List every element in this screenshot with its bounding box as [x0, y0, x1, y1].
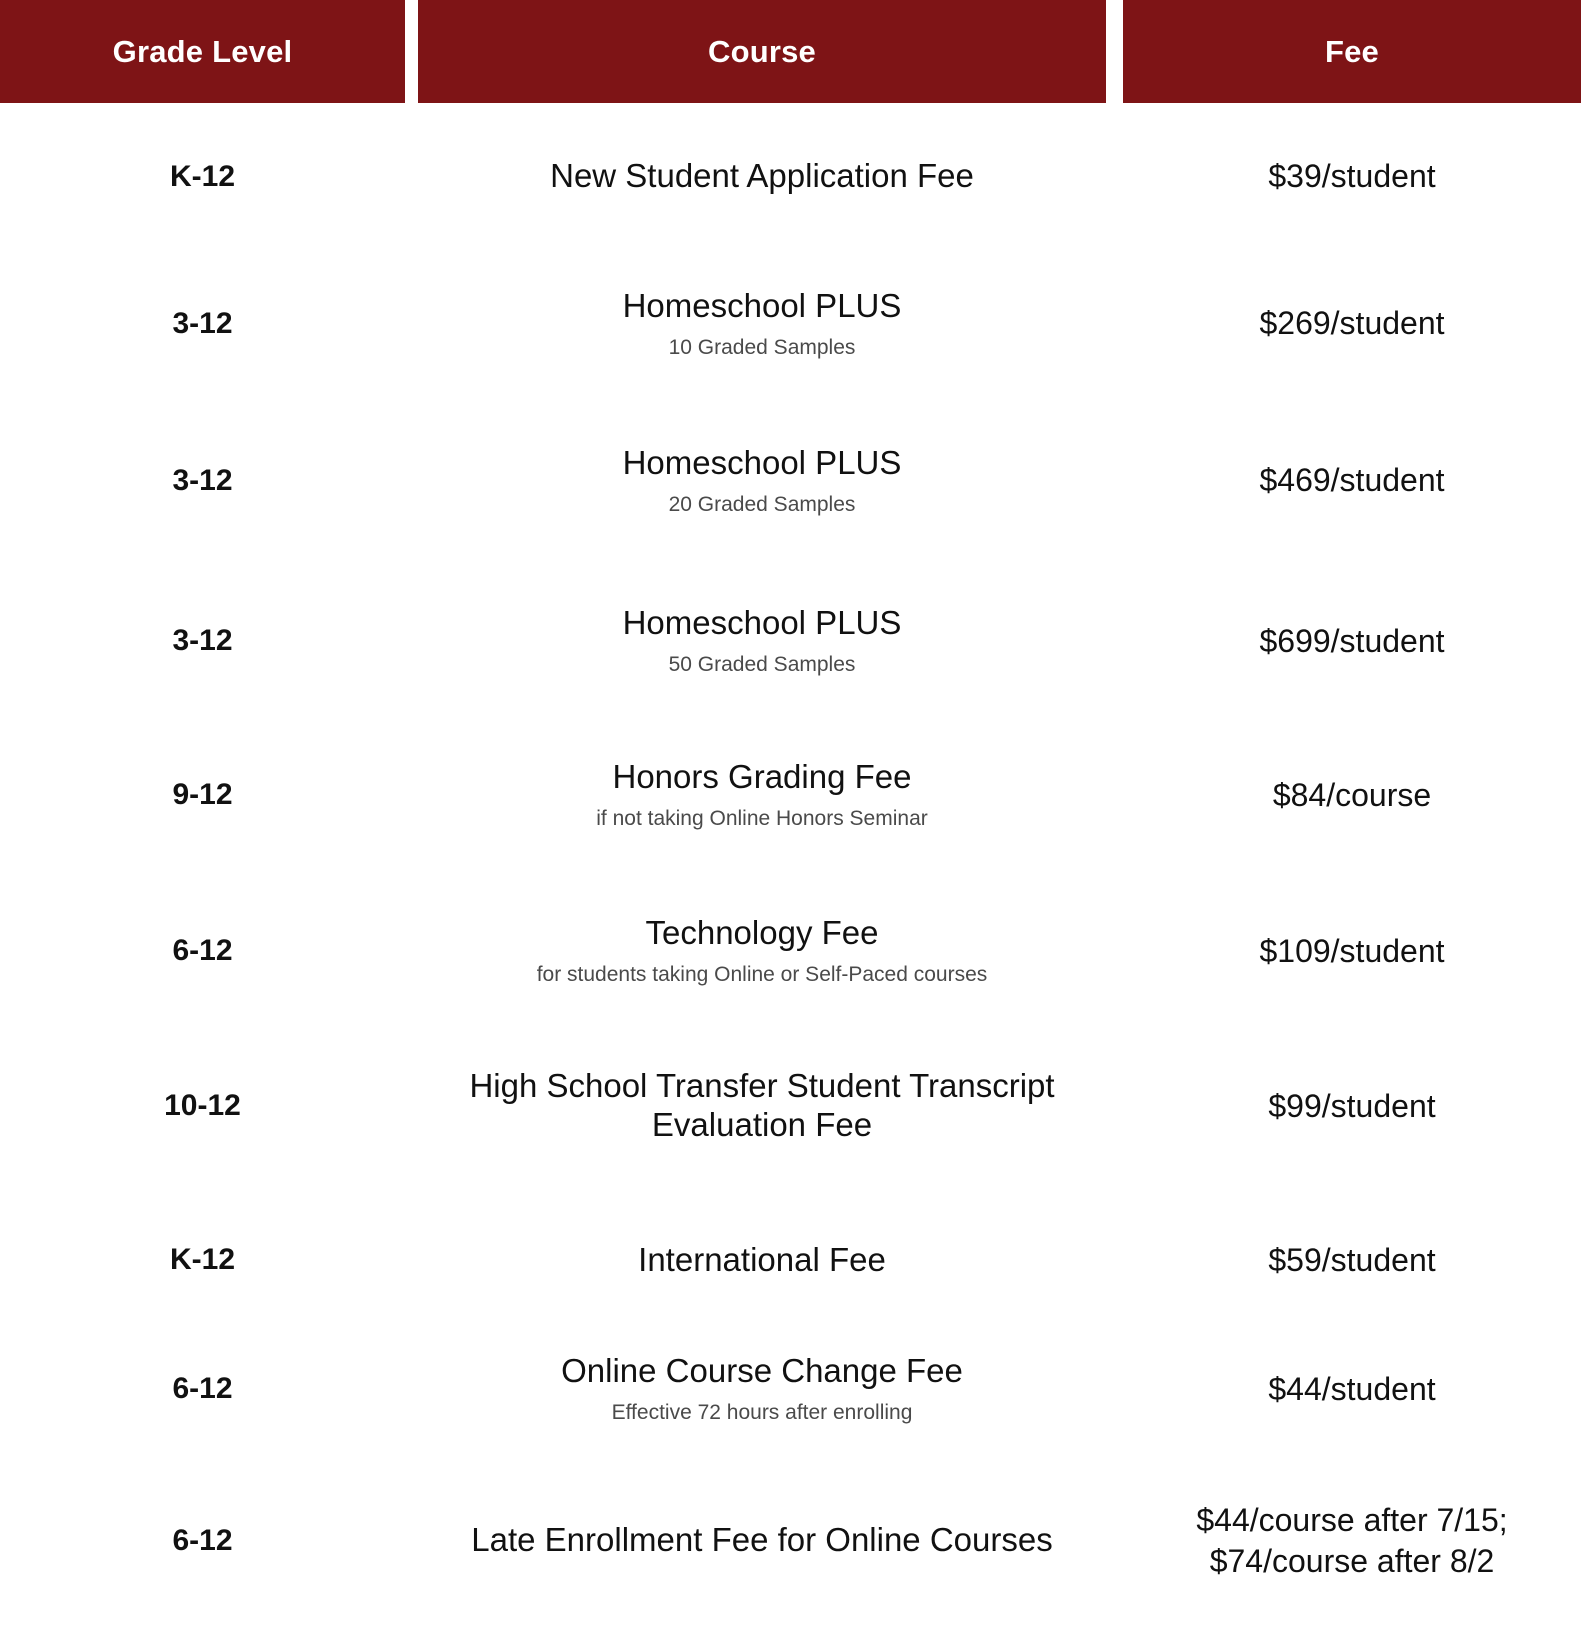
row-gap: [405, 103, 418, 250]
cell-fee: [1123, 103, 1581, 250]
row-gap: [1106, 564, 1123, 718]
row-gap: [1106, 397, 1123, 564]
cell-fee: [1123, 1440, 1581, 1641]
course-title: Online Course Change Fee: [561, 1352, 963, 1390]
cell-course: [418, 1440, 1106, 1641]
cell-grade-level: 10-12: [164, 1089, 241, 1122]
cell-fee: [1123, 564, 1581, 718]
course-title: Honors Grading Fee: [612, 758, 912, 796]
fee-amount-secondary: $74/course after 8/2: [1209, 1542, 1495, 1579]
cell-course: [418, 1338, 1106, 1440]
row-gap: [405, 718, 418, 872]
course-title: Homeschool PLUS: [622, 604, 902, 642]
cell-grade-level: 6-12: [172, 1523, 233, 1557]
fee-amount: $469/student: [1259, 462, 1445, 499]
cell-fee: [1123, 1338, 1581, 1440]
cell-course: [418, 564, 1106, 718]
cell-course: [418, 872, 1106, 1030]
cell-fee: [1123, 1030, 1581, 1182]
row-gap: [1106, 250, 1123, 397]
row-gap: [1106, 1440, 1123, 1641]
row-gap: [1106, 103, 1123, 250]
course-note: for students taking Online or Self-Paced courses: [536, 963, 988, 987]
cell-grade-level: 3-12: [172, 463, 233, 497]
cell-grade-level: 3-12: [172, 306, 233, 340]
course-title: Technology Fee: [645, 914, 879, 952]
fee-amount: $44/course after 7/15;: [1196, 1501, 1508, 1538]
cell-grade-level: 9-12: [172, 778, 233, 811]
row-gap: [1106, 872, 1123, 1030]
cell-course: [418, 1030, 1106, 1182]
course-note: 50 Graded Samples: [668, 653, 856, 677]
cell-course: [418, 250, 1106, 397]
course-note: if not taking Online Honors Seminar: [596, 807, 928, 831]
row-gap: [1106, 718, 1123, 872]
cell-course: [418, 718, 1106, 872]
row-gap: [405, 1440, 418, 1641]
fee-amount: $44/student: [1268, 1370, 1436, 1407]
row-gap: [405, 1182, 418, 1338]
fee-amount: $84/course: [1272, 776, 1432, 813]
row-gap: [405, 250, 418, 397]
row-gap: [405, 1030, 418, 1182]
fee-amount: $99/student: [1268, 1087, 1436, 1124]
row-gap: [1106, 1030, 1123, 1182]
fee-amount: $269/student: [1259, 305, 1445, 342]
fee-amount: $699/student: [1259, 622, 1445, 659]
course-title: Homeschool PLUS: [622, 286, 902, 324]
course-note: 20 Graded Samples: [668, 492, 856, 516]
row-gap: [405, 1338, 418, 1440]
cell-grade-level: 6-12: [172, 934, 233, 967]
course-note: 10 Graded Samples: [668, 335, 856, 359]
cell-fee: [1123, 1182, 1581, 1338]
column-gap-2: [1106, 0, 1123, 103]
column-header-course: Course: [418, 0, 1106, 103]
cell-fee: [1123, 397, 1581, 564]
fee-amount: $39/student: [1268, 158, 1436, 195]
cell-course: [418, 103, 1106, 250]
column-header-fee: Fee: [1123, 0, 1581, 103]
row-gap: [1106, 1338, 1123, 1440]
cell-fee: [1123, 872, 1581, 1030]
row-gap: [405, 397, 418, 564]
course-note: Effective 72 hours after enrolling: [611, 1401, 913, 1425]
fee-amount: $109/student: [1259, 932, 1445, 969]
cell-grade-level: K-12: [169, 159, 236, 193]
column-header-grade-level: Grade Level: [0, 0, 405, 103]
course-title: High School Transfer Student Transcript Evaluation Fee: [469, 1067, 1055, 1143]
fee-amount: $59/student: [1268, 1241, 1436, 1278]
course-title: Late Enrollment Fee for Online Courses: [471, 1521, 1053, 1559]
cell-grade-level: K-12: [169, 1243, 236, 1276]
row-gap: [405, 872, 418, 1030]
cell-fee: [1123, 250, 1581, 397]
course-title: New Student Application Fee: [550, 157, 974, 195]
cell-grade-level: 6-12: [172, 1372, 233, 1405]
cell-grade-level: 3-12: [172, 624, 233, 657]
cell-course: [418, 397, 1106, 564]
column-gap-1: [405, 0, 418, 103]
cell-fee: [1123, 718, 1581, 872]
course-title: Homeschool PLUS: [622, 443, 902, 481]
row-gap: [1106, 1182, 1123, 1338]
course-title: International Fee: [638, 1240, 886, 1278]
row-gap: [405, 564, 418, 718]
cell-course: [418, 1182, 1106, 1338]
